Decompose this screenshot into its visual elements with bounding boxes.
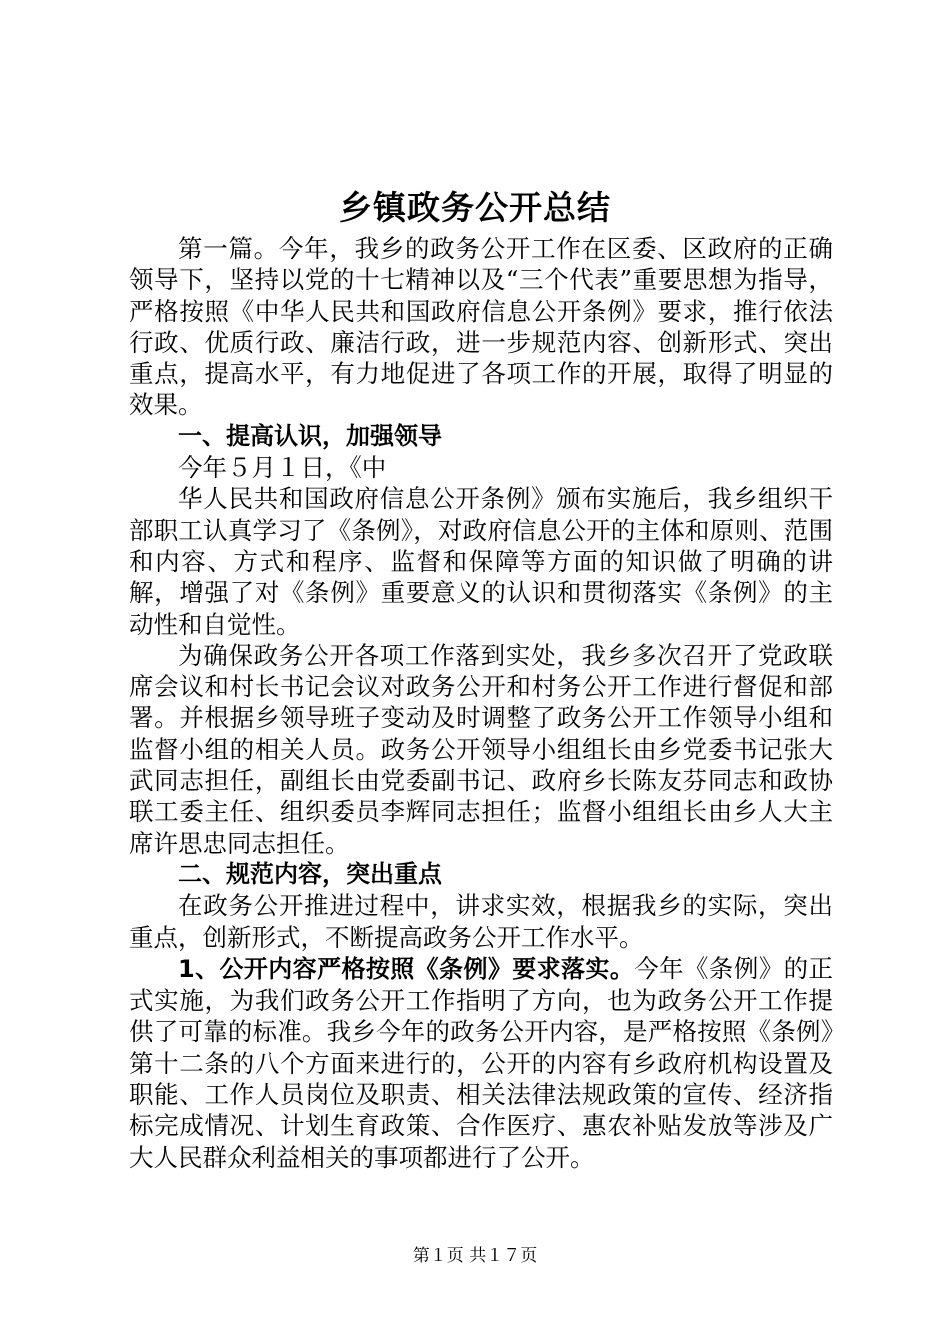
page-indicator: 第１页 共１７页 bbox=[412, 1246, 538, 1266]
section-heading-2: 二、规范内容，突出重点 bbox=[178, 859, 442, 888]
section-heading-1: 一、提高认识，加强领导 bbox=[178, 421, 442, 450]
paragraph-content-scope bbox=[129, 953, 833, 1173]
paragraph-lead-sentence: 1、公开内容严格按照《条例》要求落实。 bbox=[178, 954, 635, 983]
document-body bbox=[129, 233, 833, 1173]
paragraph-regulation-study: 华人民共和国政府信息公开条例》颁布实施后，我乡组织干部职工认真学习了《条例》，对政府信息公开的主体和原则、范围和内容、方式和程序、监督和保障等方面的知识做了明确的讲解，增强了对《条例》重要意义的认识和贯彻落实《条例》的主动性和自觉性。 bbox=[129, 484, 833, 639]
paragraph-practice: 在政务公开推进过程中，讲求实效，根据我乡的实际，突出重点，创新形式，不断提高政务公开工作水平。 bbox=[129, 891, 833, 952]
paragraph-leadership-group: 为确保政务公开各项工作落到实处，我乡多次召开了党政联席会议和村长书记会议对政务公开和村务公开工作进行督促和部署。并根据乡领导班子变动及时调整了政务公开工作领导小组和监督小组的相关人员。政务公开领导小组组长由乡党委书记张大武同志担任，副组长由党委副书记、政府乡长陈友芬同志和政协联工委主任、组织委员李辉同志担任；监督小组组长由乡人大主席许思忠同志担任。 bbox=[129, 640, 833, 858]
paragraph-date: 今年５月１日，《中 bbox=[178, 453, 387, 483]
paragraph-intro: 第一篇。今年，我乡的政务公开工作在区委、区政府的正确领导下，坚持以党的十七精神以及“三个代表”重要思想为指导，严格按照《中华人民共和国政府信息公开条例》要求，推行依法行政、优质行政、廉洁行政，进一步规范内容、创新形式、突出重点，提高水平，有力地促进了各项工作的开展，取得了明显的效果。 bbox=[129, 234, 833, 420]
document-title: 乡镇政务公开总结 bbox=[339, 188, 611, 227]
paragraph-body-text: 今年《条例》的正式实施，为我们政务公开工作指明了方向，也为政务公开工作提供了可靠的标准。我乡今年的政务公开内容，是严格按照《条例》第十二条的八个方面来进行的，公开的内容有乡政府机构设置及职能、工作人员岗位及职责、相关法律法规政策的宣传、经济指标完成情况、计划生育政策、合作医疗、惠农补贴发放等涉及广大人民群众利益相关的事项都进行了公开。 bbox=[129, 953, 834, 1172]
